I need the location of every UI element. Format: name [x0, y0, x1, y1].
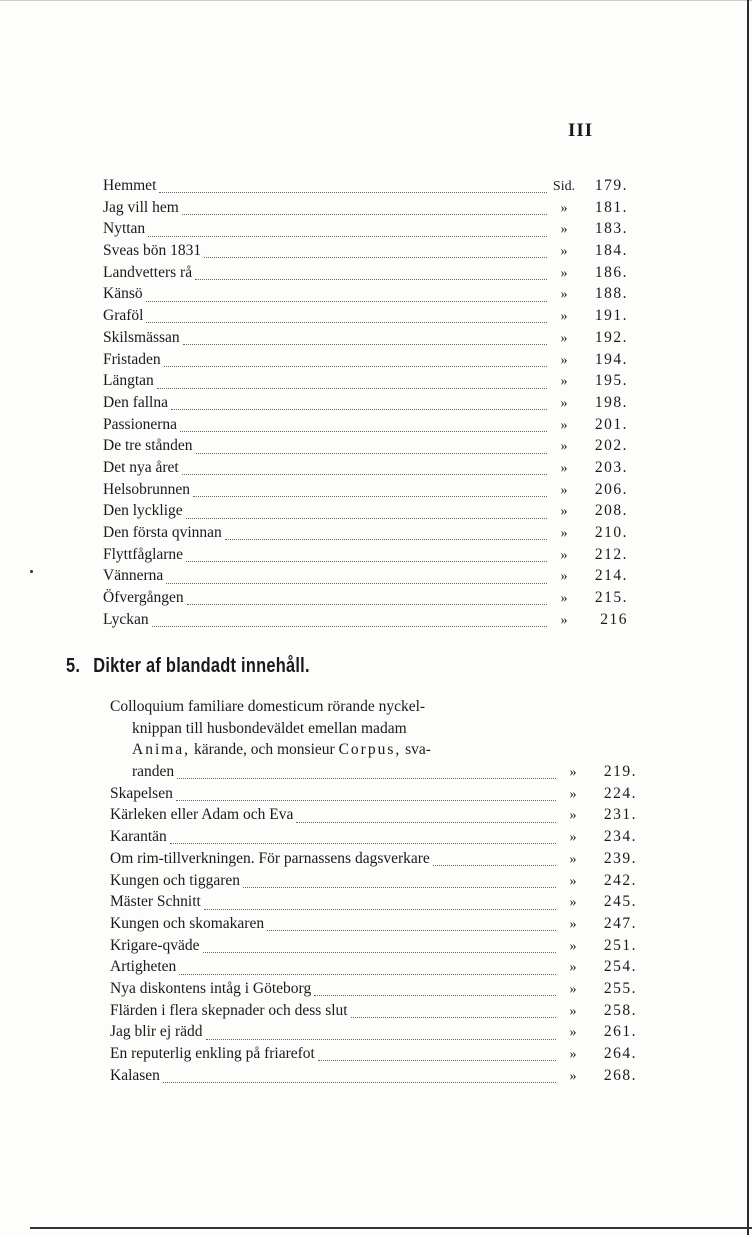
toc-entry-page: 201. [594, 415, 628, 433]
toc-entry [110, 870, 637, 892]
toc-list-part1 [103, 175, 628, 630]
toc-entry-page: 254. [603, 958, 637, 976]
toc-entry [103, 175, 628, 197]
ditto-mark: » [560, 309, 568, 325]
ink-speck [30, 570, 33, 573]
toc-entry-colloquium [110, 696, 637, 783]
ditto-mark: » [569, 916, 577, 932]
toc-entry [103, 283, 628, 305]
ditto-mark: » [560, 287, 568, 303]
toc-entry-page: 261. [603, 1023, 637, 1041]
toc-entry-title: Längtan [103, 372, 154, 390]
toc-entry-page: 245. [603, 893, 637, 911]
leader-dots [296, 808, 556, 823]
toc-entry-title: randen [132, 763, 175, 781]
leader-dots [152, 612, 547, 627]
leader-dots [351, 1003, 556, 1018]
colloquium-line-3-end: sva- [401, 741, 431, 759]
toc-entry-title: Passionerna [103, 415, 178, 433]
toc-entry-page: 181. [594, 198, 628, 216]
toc-entry [110, 1000, 637, 1022]
leader-dots [164, 352, 547, 367]
toc-entry-page: 198. [594, 393, 628, 411]
toc-entry-page: 239. [603, 849, 637, 867]
toc-entry-page: 231. [603, 806, 637, 824]
colloquium-line-4 [110, 761, 637, 783]
toc-entry [103, 349, 628, 371]
toc-entry-page: 186. [594, 263, 628, 281]
toc-entry-title: Flärden i flera skepnader och dess slut [110, 1001, 348, 1019]
ditto-mark: » [569, 1068, 577, 1084]
leader-dots [170, 829, 556, 844]
leader-dots [182, 460, 547, 475]
toc-entry-page: 195. [594, 372, 628, 390]
toc-entry [103, 305, 628, 327]
leader-dots [177, 764, 556, 779]
ditto-mark: » [560, 200, 568, 216]
ditto-mark: » [560, 374, 568, 390]
toc-entry [110, 891, 637, 913]
colloquium-line-3 [110, 739, 637, 761]
toc-entry [103, 500, 628, 522]
toc-entry [103, 240, 628, 262]
toc-entry [110, 783, 637, 805]
ditto-mark: » [560, 460, 568, 476]
ditto-mark: » [560, 265, 568, 281]
toc-entry-title: Öfvergången [103, 589, 184, 607]
leader-dots [195, 265, 547, 280]
toc-entry-page: 219. [603, 763, 637, 781]
leader-dots [146, 308, 547, 323]
toc-entry-page: 247. [603, 914, 637, 932]
ditto-mark: » [560, 417, 568, 433]
ditto-mark: » [569, 873, 577, 889]
toc-entry [103, 327, 628, 349]
toc-entry-title: Nya diskontens intåg i Göteborg [110, 979, 312, 997]
toc-entry-title: Jag blir ej rädd [110, 1023, 203, 1041]
leader-dots [176, 786, 556, 801]
toc-entry-page: 184. [594, 242, 628, 260]
toc-entry [110, 935, 637, 957]
colloquium-line-2: knippan till husbondeväldet emellan madam [132, 719, 407, 737]
toc-entry [110, 848, 637, 870]
leader-dots [204, 895, 556, 910]
toc-entry-page: 191. [594, 307, 628, 325]
toc-entry-title: Skilsmässan [103, 328, 180, 346]
toc-entry-title: Hemmet [103, 177, 157, 194]
toc-entry [103, 218, 628, 240]
ditto-mark: » [560, 330, 568, 346]
toc-entry-page: 264. [603, 1045, 637, 1062]
leader-dots [146, 287, 547, 302]
leader-dots [206, 1025, 556, 1040]
ditto-mark: » [569, 851, 577, 867]
toc-entry-page: 206. [594, 480, 628, 498]
ditto-mark: » [560, 569, 568, 585]
toc-entry-title: Krigare-qväde [110, 936, 200, 954]
toc-entry-page: 242. [603, 871, 637, 889]
toc-entry [110, 956, 637, 978]
toc-entry-title: Helsobrunnen [103, 480, 190, 498]
ditto-mark: » [560, 482, 568, 498]
toc-entry-title: Graföl [103, 307, 144, 325]
ditto-mark: » [569, 808, 577, 824]
leader-dots [243, 873, 556, 888]
toc-entry [110, 1021, 637, 1043]
toc-entry-title: Om rim-tillverkningen. För parnassens dagsverkare [110, 849, 430, 867]
toc-entry-page: 216 [600, 610, 628, 628]
leader-dots [180, 417, 547, 432]
toc-entry [110, 1043, 637, 1065]
toc-entry-page: 214. [594, 567, 628, 585]
toc-entry-page: 215. [594, 589, 628, 607]
leader-dots [267, 916, 556, 931]
toc-entry [110, 978, 637, 1000]
leader-dots [187, 590, 547, 605]
ditto-mark: » [560, 352, 568, 368]
toc-entry-page: 224. [603, 784, 637, 802]
leader-dots [193, 482, 547, 497]
page-edge-right [747, 0, 749, 1235]
ditto-mark: » [560, 591, 568, 607]
leader-dots [179, 960, 556, 975]
toc-entry-title: Sveas bön 1831 [103, 242, 202, 260]
ditto-mark: » [569, 1003, 577, 1019]
toc-entry [110, 826, 637, 848]
toc-list-part2 [110, 696, 637, 1086]
toc-entry [103, 414, 628, 436]
toc-entry [103, 370, 628, 392]
toc-entry-title: Fristaden [103, 350, 161, 368]
section-heading [66, 655, 310, 678]
toc-entry [110, 1065, 637, 1087]
toc-entry-page: 210. [594, 524, 628, 541]
ditto-mark: » [560, 504, 568, 520]
colloquium-corpus: Corpus, [338, 741, 402, 759]
toc-entry-page: 208. [594, 502, 628, 520]
toc-list-part2-entries [110, 783, 637, 1087]
leader-dots [203, 938, 556, 953]
toc-entry-title: Kungen och tiggaren [110, 871, 240, 889]
toc-entry-page: 194. [594, 350, 628, 368]
toc-entry-page: 203. [594, 458, 628, 476]
leader-dots [314, 981, 556, 996]
toc-entry-title: En reputerlig enkling på friarefot [110, 1045, 315, 1062]
toc-entry [110, 913, 637, 935]
page-edge-top [0, 0, 752, 1]
toc-entry-title: Vännerna [103, 567, 164, 585]
toc-entry-page: 255. [603, 979, 637, 997]
toc-entry [103, 457, 628, 479]
page-number: III [568, 120, 594, 141]
ditto-mark: Sid. [552, 179, 576, 194]
toc-entry [103, 392, 628, 414]
ditto-mark: » [560, 244, 568, 260]
ditto-mark: » [569, 938, 577, 954]
leader-dots [159, 178, 547, 193]
toc-entry-title: Mäster Schnitt [110, 893, 201, 911]
toc-entry-title: Artigheten [110, 958, 177, 976]
toc-entry-title: Den lycklige [103, 502, 183, 520]
toc-entry-page: 251. [603, 936, 637, 954]
toc-entry-title: Landvetters rå [103, 263, 193, 281]
toc-entry-title: Flyttfåglarne [103, 545, 184, 563]
ditto-mark: » [560, 612, 568, 628]
section-title: Dikter af blandadt innehåll. [93, 655, 310, 677]
colloquium-anima: Anima, [132, 741, 191, 759]
toc-entry-title: Det nya året [103, 458, 179, 476]
toc-entry-page: 192. [594, 328, 628, 346]
ditto-mark: » [560, 222, 568, 238]
toc-entry-page: 188. [594, 285, 628, 303]
leader-dots [433, 851, 556, 866]
leader-dots [318, 1046, 556, 1061]
ditto-mark: » [569, 1025, 577, 1041]
leader-dots [186, 547, 547, 562]
toc-entry [103, 544, 628, 566]
toc-entry-title: Kärleken eller Adam och Eva [110, 806, 294, 824]
ditto-mark: » [569, 1047, 577, 1062]
toc-entry [110, 804, 637, 826]
ditto-mark: » [560, 395, 568, 411]
toc-entry [103, 522, 628, 544]
toc-entry [103, 262, 628, 284]
toc-entry-title: Nyttan [103, 220, 146, 238]
leader-dots [225, 525, 547, 540]
toc-entry-page: 268. [603, 1066, 637, 1084]
leader-dots [183, 330, 547, 345]
toc-entry [103, 565, 628, 587]
toc-entry-page: 258. [603, 1001, 637, 1019]
leader-dots [204, 243, 547, 258]
ditto-mark: » [560, 526, 568, 541]
toc-entry [103, 479, 628, 501]
leader-dots [182, 200, 547, 215]
toc-entry-page: 212. [594, 545, 628, 563]
toc-entry [103, 587, 628, 609]
toc-entry-title: Lyckan [103, 610, 149, 628]
ditto-mark: » [569, 765, 577, 781]
leader-dots [196, 439, 547, 454]
toc-entry-page: 202. [594, 437, 628, 455]
toc-entry-title: De tre stånden [103, 437, 193, 455]
toc-entry-title: Den första qvinnan [103, 524, 222, 541]
toc-entry [103, 197, 628, 219]
ditto-mark: » [569, 981, 577, 997]
section-number: 5. [66, 655, 81, 677]
leader-dots [186, 504, 547, 519]
toc-entry-page: 234. [603, 828, 637, 846]
toc-entry [103, 435, 628, 457]
toc-entry-title: Känsö [103, 285, 143, 303]
colloquium-line-1: Colloquium familiare domesticum rörande nyckel- [110, 698, 426, 715]
toc-entry-title: Karantän [110, 828, 167, 846]
toc-entry-title: Kalasen [110, 1066, 160, 1084]
toc-entry-title: Kungen och skomakaren [110, 914, 265, 932]
toc-entry-page: 179. [594, 177, 628, 194]
leader-dots [148, 222, 547, 237]
toc-entry-title: Jag vill hem [103, 198, 179, 216]
leader-dots [166, 569, 547, 584]
ditto-mark: » [569, 830, 577, 846]
ditto-mark: » [560, 547, 568, 563]
toc-entry-title: Skapelsen [110, 784, 173, 802]
ditto-mark: » [569, 786, 577, 802]
leader-dots [171, 395, 547, 410]
toc-entry [103, 609, 628, 631]
ditto-mark: » [560, 439, 568, 455]
toc-entry-title: Den fallna [103, 393, 168, 411]
toc-entry-page: 183. [594, 220, 628, 238]
leader-dots [163, 1068, 556, 1083]
ditto-mark: » [569, 895, 577, 911]
colloquium-line-3-mid: kärande, och monsieur [190, 741, 339, 759]
leader-dots [157, 374, 547, 389]
page-edge-bottom [30, 1227, 752, 1229]
ditto-mark: » [569, 960, 577, 976]
